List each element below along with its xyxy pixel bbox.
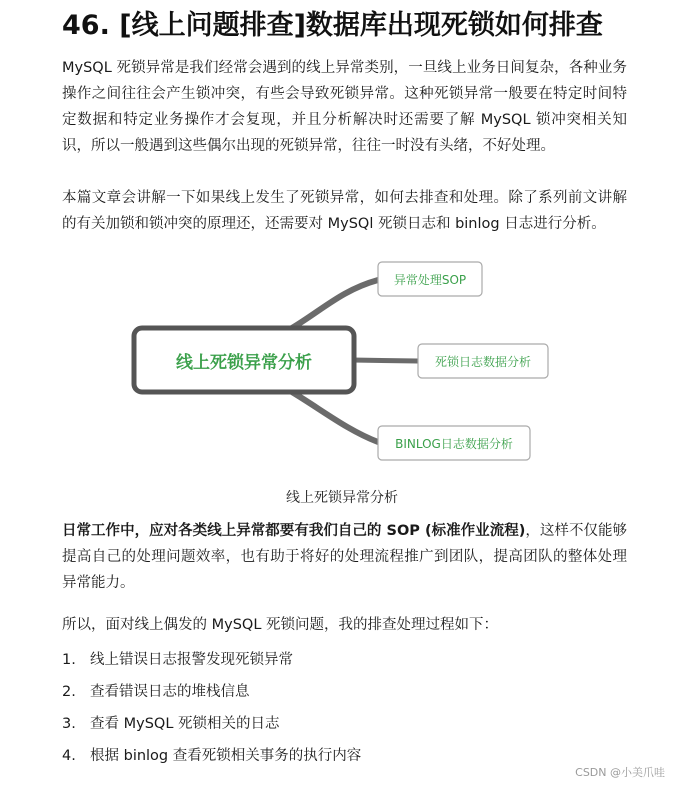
branch-label-binlog: BINLOG日志数据分析 <box>395 437 513 451</box>
steps-intro: 所以，面对线上偶发的 MySQL 死锁问题，我的排查处理过程如下： <box>62 617 499 633</box>
intro-paragraph-1: MySQL 死锁异常是我们经常会遇到的线上异常类别，一旦线上业务日间复杂，各种业务操作之间往往会产生锁冲突，有些会导致死锁异常。这种死锁异常一般要在特定时间特定数据和特定业务操作才会复现，并且分析解决时还需要了解 MySQL 锁冲突相关知识，所以一般遇到这些偶尔出现的死锁异常，往往一时没有头绪，不好处理。 <box>62 60 627 154</box>
list-item <box>62 644 627 676</box>
figure-caption: 线上死锁异常分析 <box>286 490 398 506</box>
branch-label-deadlock-log: 死锁日志数据分析 <box>434 355 532 369</box>
list-item <box>62 676 627 708</box>
connector-middle <box>352 360 418 361</box>
sop-paragraph <box>62 518 627 596</box>
step-text: 线上错误日志报警发现死锁异常 <box>90 652 293 668</box>
article-title: 46. [线上问题排查]数据库出现死锁如何排查 <box>62 10 603 41</box>
watermark: CSDN @小美爪哇 <box>575 766 665 779</box>
connector-bottom <box>292 392 378 442</box>
sop-bold-text: 日常工作中，应对各类线上异常都要有我们自己的 SOP (标准作业流程) <box>62 523 526 539</box>
step-text: 根据 binlog 查看死锁相关事务的执行内容 <box>90 748 362 764</box>
center-node-label: 线上死锁异常分析 <box>176 353 312 373</box>
step-number: 1. <box>62 652 76 668</box>
intro-paragraph-2: 本篇文章会讲解一下如果线上发生了死锁异常，如何去排查和处理。除了系列前文讲解的有关加锁和锁冲突的原理还，还需要对 MySQl 死锁日志和 binlog 日志进行分析。 <box>62 190 627 232</box>
mindmap-diagram <box>62 250 622 472</box>
step-number: 2. <box>62 684 76 700</box>
step-number: 4. <box>62 748 76 764</box>
branch-label-sop: 异常处理SOP <box>393 273 467 287</box>
list-item <box>62 708 627 740</box>
steps-list <box>62 644 627 772</box>
step-text: 查看 MySQL 死锁相关的日志 <box>90 716 280 732</box>
connector-top <box>292 280 378 328</box>
list-item <box>62 740 627 772</box>
step-text: 查看错误日志的堆栈信息 <box>90 684 250 700</box>
sop-rest-text: ，这样不仅能够提高自己的处理问题效率，也有助于将好的处理流程推广到团队，提高团队的整体处理异常能力。 <box>62 523 627 591</box>
step-number: 3. <box>62 716 76 732</box>
